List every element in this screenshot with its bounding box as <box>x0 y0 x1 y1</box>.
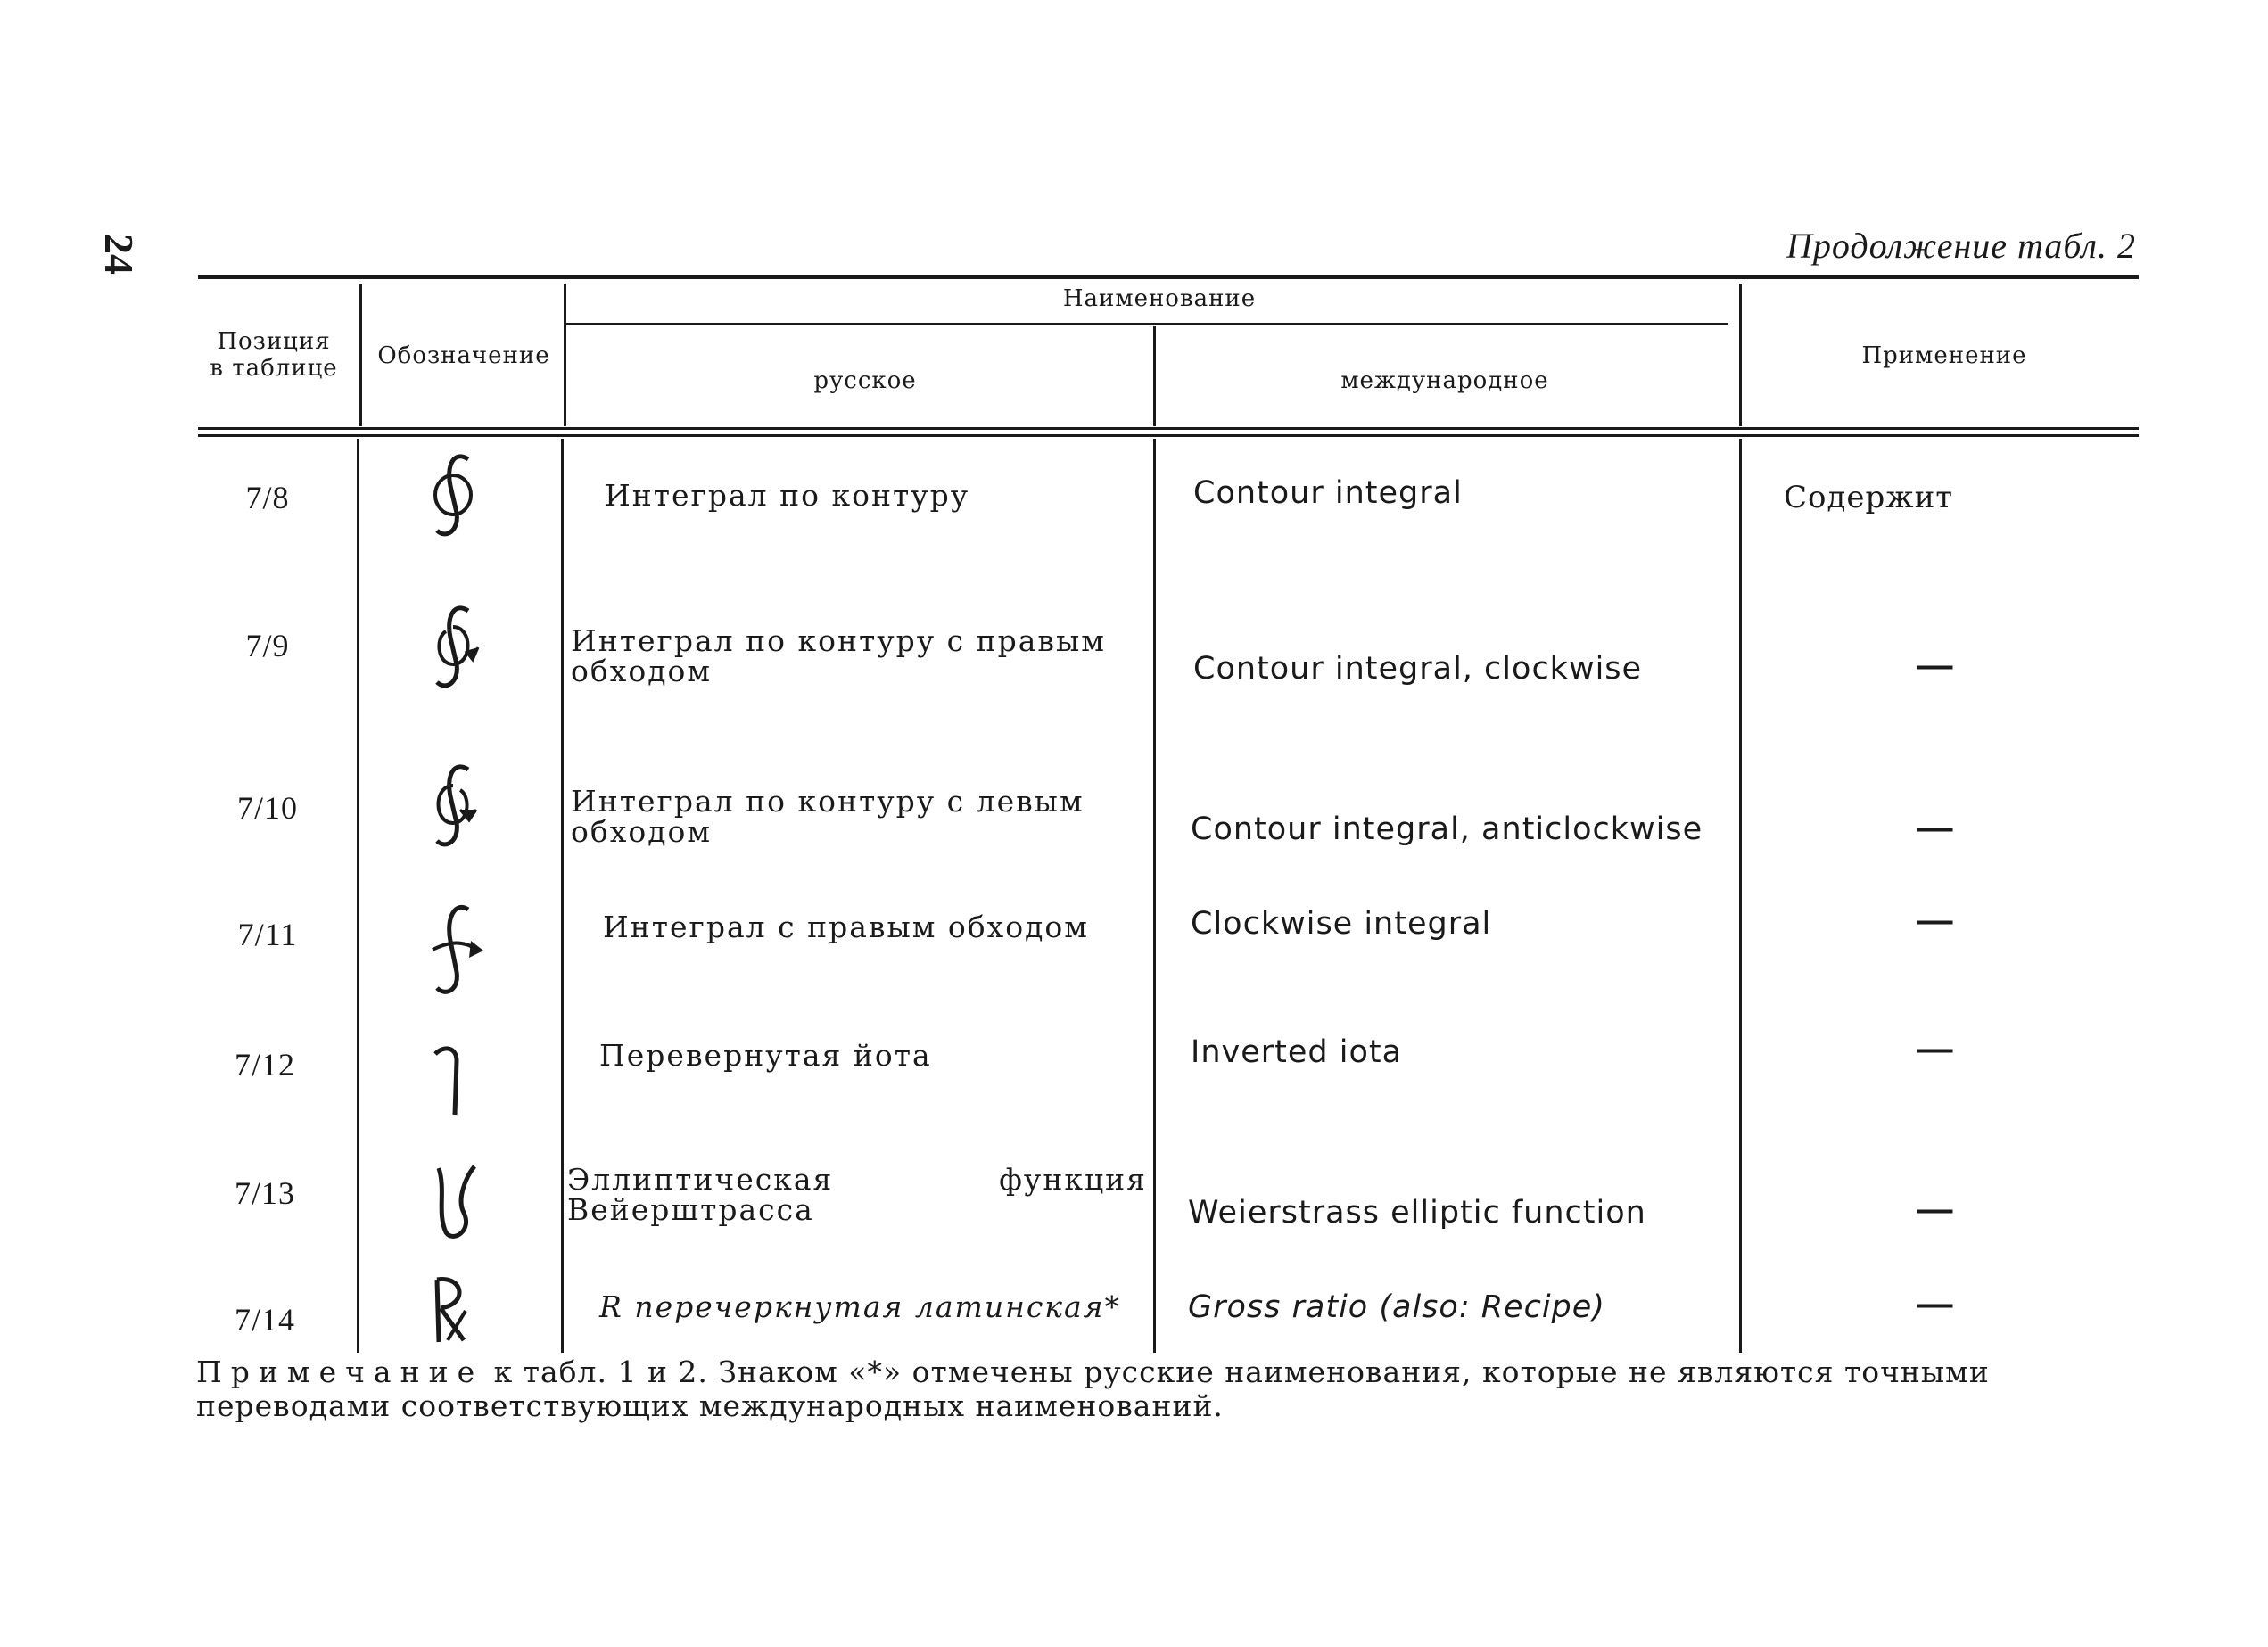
table-top-rule <box>198 275 2139 279</box>
row-position: 7/13 <box>234 1175 295 1211</box>
header-name-group: Наименование <box>1062 285 1257 312</box>
row-russian-name: Интеграл по контуру с правым обходом <box>571 623 1106 688</box>
row-usage: Содержит <box>1784 480 1954 515</box>
col-divider <box>1153 326 1156 426</box>
row-usage: — <box>1917 1029 1954 1068</box>
header-bottom-rule <box>198 427 2139 430</box>
row-position: 7/8 <box>245 480 290 515</box>
header-bottom-rule-2 <box>198 434 2139 437</box>
col-divider <box>1739 439 1742 1353</box>
header-russian: русское <box>813 367 917 394</box>
contour-integral-icon <box>401 446 508 544</box>
clockwise-integral-icon <box>401 901 508 999</box>
col-divider <box>1739 284 1742 426</box>
row-russian-name: R перечеркнутая латинская* <box>599 1289 1122 1324</box>
table-footnote <box>196 1355 2069 1423</box>
row-usage: — <box>1917 1190 1954 1229</box>
row-international-name: Contour integral <box>1193 475 1463 511</box>
row-usage: — <box>1917 646 1954 685</box>
row-usage: — <box>1917 1284 1954 1323</box>
header-international: международное <box>1340 367 1549 394</box>
row-position: 7/11 <box>237 917 298 952</box>
table-continuation-caption: Продолжение табл. 2 <box>1786 226 2136 266</box>
page-number: 24 <box>96 234 142 275</box>
header-usage: Применение <box>1861 342 2027 369</box>
contour-integral-anticlockwise-icon <box>401 756 508 854</box>
row-russian-name: Перевернутая йота <box>599 1038 932 1073</box>
col-divider <box>357 439 359 1353</box>
row-international-name: Clockwise integral <box>1191 906 1492 942</box>
col-divider <box>1153 439 1156 1353</box>
row-russian-name: Интеграл по контуру с левым обходом <box>571 784 1085 849</box>
row-position: 7/9 <box>245 628 290 663</box>
row-usage: — <box>1917 808 1954 847</box>
row-position: 7/14 <box>234 1302 295 1338</box>
contour-integral-clockwise-icon <box>401 597 508 696</box>
row-international-name: Contour integral, anticlockwise <box>1191 811 1703 847</box>
col-divider <box>359 284 362 426</box>
row-international-name: Inverted iota <box>1191 1034 1403 1070</box>
row-russian-name: Эллиптическая функция Вейерштрасса <box>567 1162 1147 1227</box>
weierstrass-p-icon <box>401 1150 508 1248</box>
inverted-iota-icon <box>401 1034 508 1132</box>
row-russian-name: Интеграл по контуру <box>605 478 970 513</box>
footnote-text: к табл. 1 и 2. Знаком «*» отмечены русские наименования, которые не являются точными переводами соответствующих международных наименований. <box>196 1355 1990 1423</box>
col-divider <box>561 439 564 1353</box>
row-position: 7/12 <box>234 1047 295 1083</box>
row-international-name: Contour integral, clockwise <box>1193 651 1643 687</box>
name-group-rule <box>564 323 1728 325</box>
col-divider <box>564 284 566 426</box>
footnote-lead: Примечание <box>196 1355 484 1389</box>
row-usage: — <box>1917 901 1954 940</box>
row-position: 7/10 <box>236 790 298 826</box>
header-position: Позиция в таблице <box>210 328 338 382</box>
row-russian-name: Интеграл с правым обходом <box>603 910 1089 944</box>
header-symbol: Обозначение <box>377 342 550 369</box>
row-international-name: Gross ratio (also: Recipe) <box>1188 1289 1605 1325</box>
crossed-r-icon <box>401 1262 508 1360</box>
row-international-name: Weierstrass elliptic function <box>1188 1195 1646 1231</box>
